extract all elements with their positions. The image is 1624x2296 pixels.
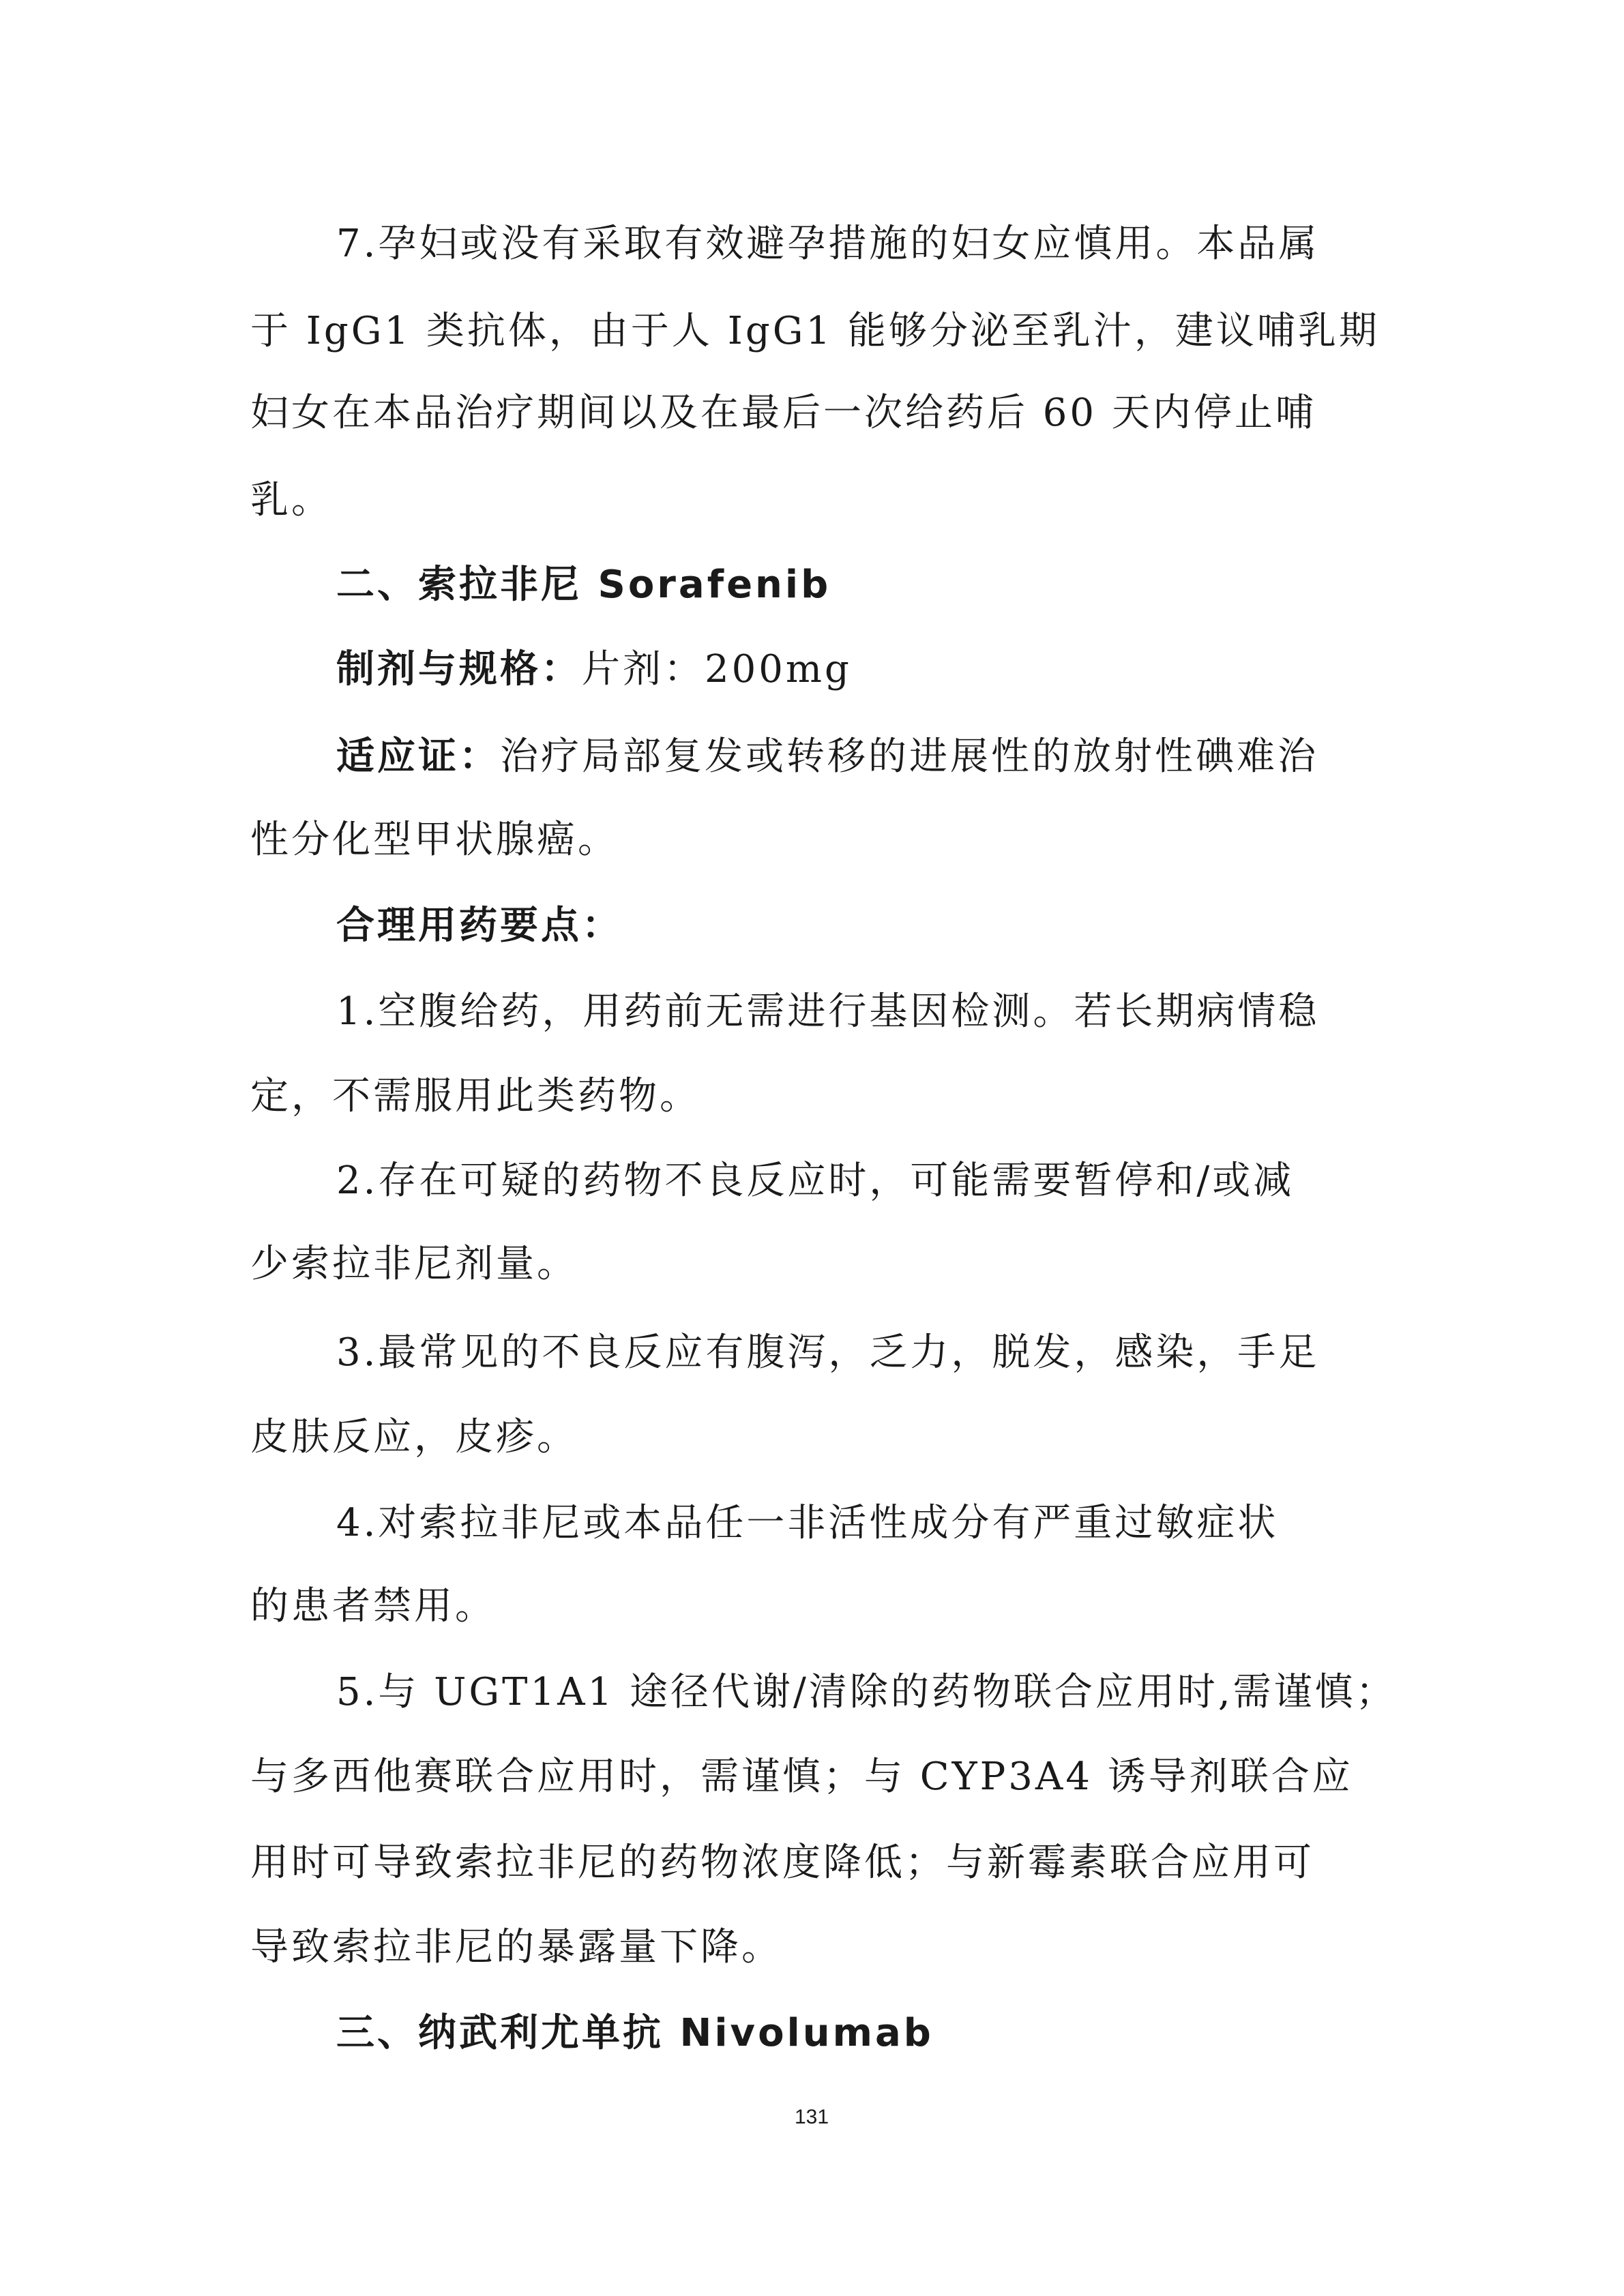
formulation-label: 制剂与规格： xyxy=(336,647,582,691)
point-3-line-2: 皮肤反应，皮疹。 xyxy=(250,1415,578,1459)
formulation-value: 片剂：200mg xyxy=(582,647,852,691)
point-4-line-1: 4.对索拉非尼或本品任一非活性成分有严重过敏症状 xyxy=(336,1501,1279,1545)
point-5-line-3: 用时可导致索拉非尼的药物浓度降低；与新霉素联合应用可 xyxy=(250,1840,1314,1885)
formulation-line xyxy=(336,642,852,697)
item7-line-2: 于 IgG1 类抗体，由于人 IgG1 能够分泌至乳汁，建议哺乳期 xyxy=(250,309,1380,353)
point-5-line-1: 5.与 UGT1A1 途径代谢/清除的药物联合应用时,需谨慎； xyxy=(336,1670,1397,1714)
indication-line-1 xyxy=(336,730,1318,784)
section3-heading: 三、纳武利尤单抗 Nivolumab xyxy=(336,2011,934,2055)
point-3-line-1: 3.最常见的不良反应有腹泻，乏力，脱发，感染，手足 xyxy=(336,1330,1320,1375)
section2-heading: 二、索拉非尼 Sorafenib xyxy=(336,563,831,607)
point-5-line-4: 导致索拉非尼的暴露量下降。 xyxy=(250,1925,782,1969)
key-points-label: 合理用药要点： xyxy=(336,904,623,948)
point-1-line-1: 1.空腹给药，用药前无需进行基因检测。若长期病情稳 xyxy=(336,989,1320,1034)
point-2-line-1: 2.存在可疑的药物不良反应时，可能需要暂停和/或减 xyxy=(336,1159,1295,1203)
indication-line-2: 性分化型甲状腺癌。 xyxy=(250,818,619,862)
item7-line-1: 7.孕妇或没有采取有效避孕措施的妇女应慎用。本品属 xyxy=(336,222,1320,266)
point-2-line-2: 少索拉非尼剂量。 xyxy=(250,1242,578,1286)
item7-line-3: 妇女在本品治疗期间以及在最后一次给药后 60 天内停止哺 xyxy=(250,391,1316,435)
page-number: 131 xyxy=(794,2106,829,2128)
point-5-line-2: 与多西他赛联合应用时，需谨慎；与 CYP3A4 诱导剂联合应 xyxy=(250,1755,1353,1799)
point-1-line-2: 定，不需服用此类药物。 xyxy=(250,1074,700,1118)
item7-line-4: 乳。 xyxy=(250,478,332,522)
indication-text-1: 治疗局部复发或转移的进展性的放射性碘难治 xyxy=(500,734,1318,779)
point-4-line-2: 的患者禁用。 xyxy=(250,1584,496,1628)
indication-label: 适应证： xyxy=(336,734,500,779)
